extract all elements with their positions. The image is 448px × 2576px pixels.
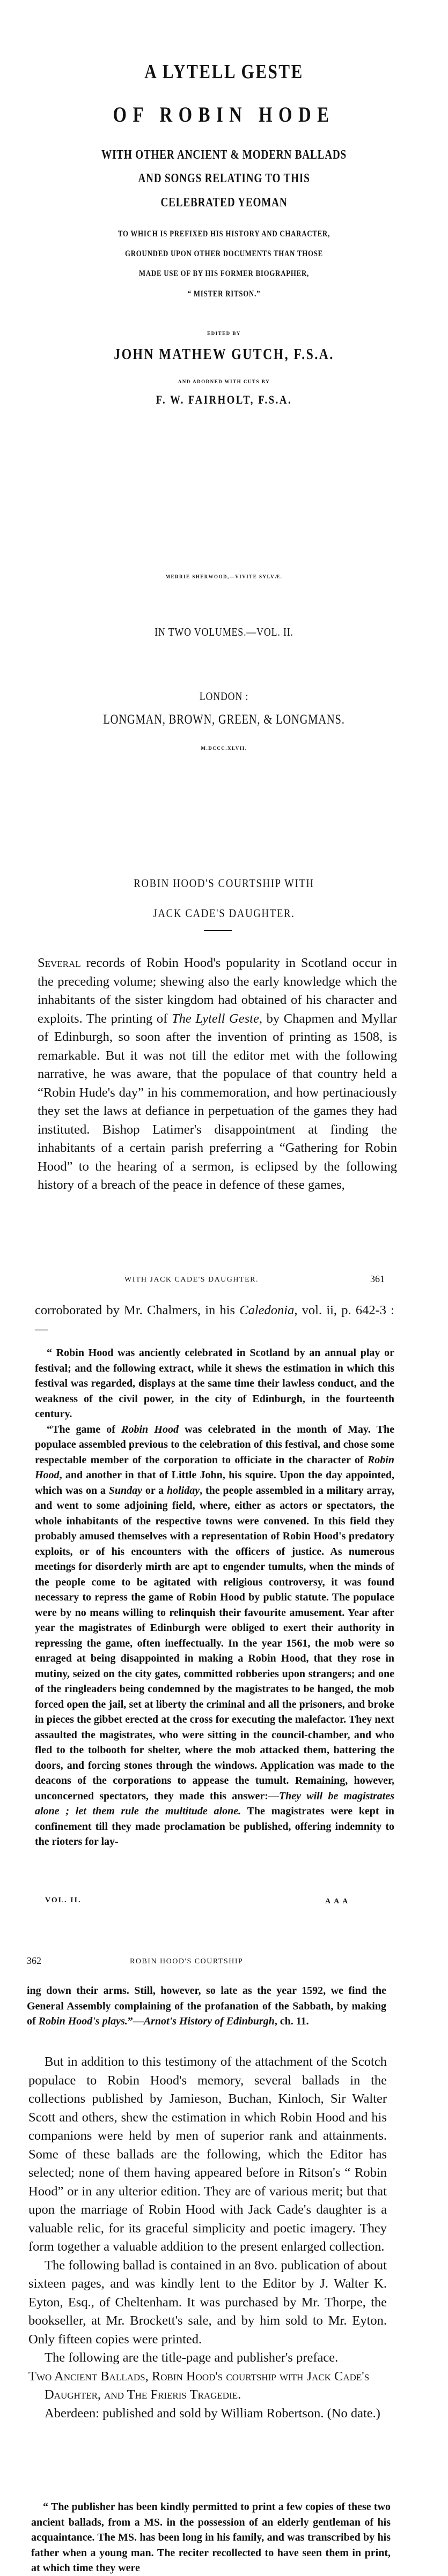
edited-by-label: EDITED BY: [207, 331, 241, 336]
quote-paragraph-2: “The game of Robin Hood was celebrated in the month of May. The populace assembled previous to the celebration of this festival, and chose some respectable member of the corporation to officiate in the character of Robin Hood, and another in that of Little John, his squire. Upon the day appointed, which was on a Sunday or a holiday, the people assembled in a military array, and went to some adjoining field, where, either as actors or spectators, the whole inhabitants of the respective towns were convened. In this field they probably amused themselves with a representation of Robin Hood's predatory exploits, or of his encounters with the officers of justice. As numerous meetings for disorderly mirth are apt to engender tumults, when the minds of the people come to be agitated with religious controversy, it was found necessary to repress the game of Robin Hood by public statute. The populace were by no means willing to relinquish their favourite amusement. Year after year the magistrates of Edinburgh were obliged to exert their authority in repressing the game, often ineffectually. In the year 1561, the mob were so enraged at being disappointed in making a Robin Hood, that they rose in mutiny, seized on the city gates, committed robberies upon strangers; and one of the ringleaders being condemned by the magistrates to be hanged, the mob forced open the jail, set at liberty the criminal and all the prisoners, and broke in pieces the gibbet erected at the cross for executing the malefactor. They next assaulted the magistrates, who were sitting in the council-chamber, and who fled to the tolbooth for shelter, where the mob attacked them, battering the doors, and forcing stones through the windows. Application was made to the deacons of the corporations to appease the tumult. Remaining, however, unconcerned spectators, they made this answer:—They will be magistrates alone ; let them rule the multitude alone. The magistrates were kept in confinement till they made proclamation be published, offering indemnity to the rioters for lay-: [35, 1423, 395, 1848]
paragraph-eyton: The following ballad is contained in an 8vo. publication of about sixteen pages, and was kindly lent to the Editor by J. Walter K. Eyton, Esq., of Cheltenham. It was purchased by Mr. Thorpe, the bookseller, at Mr. Brockett's sale, and by him sold to Mr. Eyton. Only fifteen copies were printed.: [28, 2258, 387, 2347]
publisher-preface-quote: “ The publisher has been kindly permitted to print a few copies of these two ancient ballads, from a MS. in the possession of an elderly gentleman of his acquaintance. The MS. has been long in his family, and was transcribed by his father when a young man. The reciter recollected to have seen them in print, at which time they were: [31, 2501, 391, 2574]
book-title-line-1: A LYTELL GESTE: [144, 61, 304, 83]
chalmers-quotation: [35, 1345, 394, 1850]
page-number-361: 361: [370, 1274, 385, 1284]
subtitle-line-3: CELEBRATED YEOMAN: [160, 196, 288, 210]
page-number-362: 362: [27, 1955, 41, 1966]
footer-volume: VOL. II.: [45, 1896, 82, 1904]
page-362-body: [28, 2053, 387, 2423]
editor-name: JOHN MATHEW GUTCH, F.S.A.: [114, 346, 334, 363]
motto: MERRIE SHERWOOD,—VIVITE SYLVÆ.: [165, 574, 283, 579]
prefixed-line-1: TO WHICH IS PREFIXED HIS HISTORY AND CHARACTER,: [117, 229, 331, 239]
book-title-line-2: OF ROBIN HODE: [113, 102, 335, 126]
chapter-opening-paragraph: Several records of Robin Hood's popularity in Scotland occur in the preceding volume; shewing also the early knowledge which the inhabitants of the sister kingdom had obtained of his character and exploits. The printing of The Lytell Geste, by Chapmen and Myllar of Edinburgh, so soon after the invention of printing as 1508, is remarkable. But it was not till the editor met with the following narrative, he was aware, that the populace of that country held a “Robin Hude's day” in his commemoration, and how pertinaciously they set the laws at defiance in perpetuation of the games they had instituted. Bishop Latimer's disappointment at finding the inhabitants of a certain parish preferring a “Gathering for Robin Hood” to the hearing of a sermon, is eclipsed by the following history of a breach of the peace in defence of these games,: [38, 956, 398, 1192]
cited-imprint: Aberdeen: published and sold by William Robertson. (No date.): [45, 2406, 380, 2421]
imprint-place: LONDON :: [199, 690, 249, 703]
publisher-name: LONGMAN, BROWN, GREEN, & LONGMANS.: [103, 712, 345, 727]
publication-year: M.DCCC.XLVII.: [201, 746, 247, 751]
quote-paragraph-1: “ Robin Hood was anciently celebrated in Scotland by an annual play or festival; and the following extract, while it shews the estimation in which this festival was regarded, displays at the same time their lawless conduct, and the weakness of the civil power, in the city of Edinburgh, in the fourteenth century.: [35, 1347, 394, 1420]
drop-cap-word: Several: [38, 956, 81, 970]
paragraph-scotch-ballads: But in addition to this testimony of the attachment of the Scotch populace to Robin Hood's memory, several ballads in the collections published by Jamieson, Buchan, Kinloch, Sir Walter Scott and others, shew the estimation in which Robin Hood and his companions were held by men of superior rank and attainments. Some of these ballads are the following, which the Editor has selected; none of them having appeared before in Ritson's “ Robin Hood” or in any ulterior edition. They are of various merit; but that upon the marriage of Robin Hood with Jack Cade's daughter is a valuable relic, for its graceful simplicity and poetic imagery. They form together a valuable addition to the present enlarged collection.: [28, 2054, 387, 2254]
cited-title: Two Ancient Ballads, Robin Hood's courtship with Jack Cade's Daughter, and The Frieris Tragedie.: [28, 2369, 370, 2402]
signature-mark: A A A: [325, 1897, 349, 1905]
prefixed-line-2: GROUNDED UPON OTHER DOCUMENTS THAN THOSE: [125, 249, 323, 258]
subtitle-line-1: WITH OTHER ANCIENT & MODERN BALLADS: [101, 148, 347, 162]
adorned-label: AND ADORNED WITH CUTS BY: [178, 379, 270, 384]
italic-title: The Lytell Geste: [171, 1011, 259, 1026]
running-head-361: WITH JACK CADE'S DAUGHTER.: [124, 1276, 259, 1284]
paragraph-title-page-intro: The following are the title-page and publisher's preface.: [45, 2350, 339, 2365]
chapter-title-line-1: ROBIN HOOD'S COURTSHIP WITH: [134, 876, 314, 890]
arnot-quotation-end: ing down their arms. Still, however, so late as the year 1592, we find the General Assembly complaining of the profanation of the Sabbath, by making of Robin Hood's plays.”—Arnot's History of Edinburgh, ch. 11.: [27, 1985, 386, 2027]
prefixed-line-3: MADE USE OF BY HIS FORMER BIOGRAPHER,: [138, 269, 310, 278]
page-361-paragraph: corroborated by Mr. Chalmers, in his Caledonia, vol. ii, p. 642-3 :—: [35, 1303, 395, 1336]
chapter-divider-rule: [204, 930, 232, 931]
subtitle-line-2: AND SONGS RELATING TO THIS: [138, 172, 310, 185]
running-head-362: ROBIN HOOD'S COURTSHIP: [130, 1957, 244, 1965]
volume-statement: IN TWO VOLUMES.—VOL. II.: [155, 626, 293, 638]
illustrator-name: F. W. FAIRHOLT, F.S.A.: [156, 393, 292, 406]
chapter-title-line-2: JACK CADE'S DAUGHTER.: [153, 906, 295, 920]
prefixed-line-4: “ MISTER RITSON.”: [187, 289, 261, 299]
